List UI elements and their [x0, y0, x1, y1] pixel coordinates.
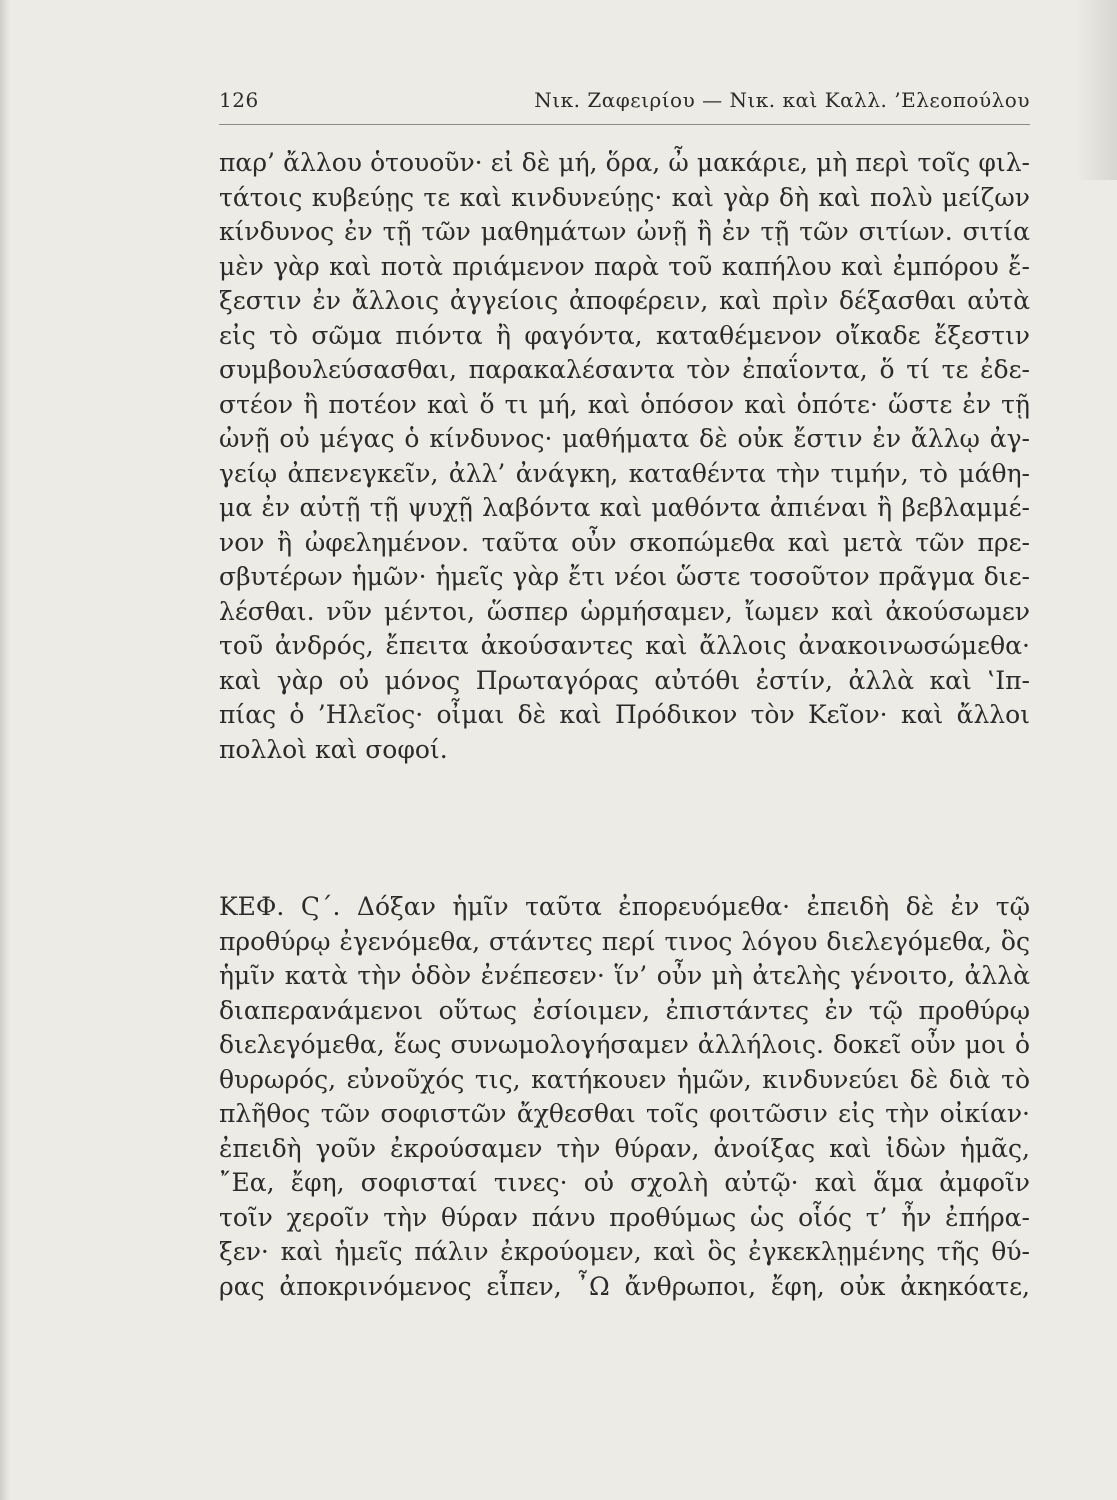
- text-line: καὶ γὰρ οὐ μόνος Πρωταγόρας αὐτόθι ἐστίν, ἀλλὰ καὶ ‛Ιπ-: [219, 665, 1030, 695]
- page-number: 126: [219, 88, 259, 112]
- text-line: πλῆθος τῶν σοφιστῶν ἄχθεσθαι τοῖς φοιτῶσιν εἰς τὴν οἰκίαν·: [219, 1099, 1030, 1128]
- header-rule: [219, 124, 1030, 125]
- text-line: ξεν· καὶ ἡμεῖς πάλιν ἐκρούομεν, καὶ ὃς ἐγκεκλῃμένης τῆς θύ-: [219, 1237, 1030, 1266]
- text-line: εἰς τὸ σῶμα πιόντα ἢ φαγόντα, καταθέμενον οἴκαδε ἔξεστιν: [219, 320, 1030, 350]
- text-line: διελεγόμεθα, ἕως συνωμολογήσαμεν ἀλλήλοις. δοκεῖ οὖν μοι ὁ: [219, 1030, 1030, 1059]
- text-line: τοῖν χεροῖν τὴν θύραν πάνυ προθύμως ὡς οἷός τ’ ἦν ἐπήρα-: [219, 1202, 1030, 1232]
- text-line: ἡμῖν κατὰ τὴν ὁδὸν ἐνέπεσεν· ἵν’ οὖν μὴ ἀτελὴς γένοιτο, ἀλλὰ: [219, 961, 1030, 990]
- text-line: σβυτέρων ἡμῶν· ἡμεῖς γὰρ ἔτι νέοι ὥστε τοσοῦτον πρᾶγμα διε-: [219, 562, 1030, 591]
- text-line: πολλοὶ καὶ σοφοί.: [219, 734, 448, 764]
- text-line: λέσθαι. νῦν μέντοι, ὥσπερ ὡρμήσαμεν, ἴωμεν καὶ ἀκούσωμεν: [219, 596, 1030, 626]
- text-line: μὲν γὰρ καὶ ποτὰ πριάμενον παρὰ τοῦ καπήλου καὶ ἐμπόρου ἔ-: [219, 251, 1030, 281]
- text-line: νον ἢ ὠφελημένον. ταῦτα οὖν σκοπώμεθα καὶ μετὰ τῶν πρε-: [219, 527, 1030, 557]
- text-line: διαπερανάμενοι οὕτως ἐσίοιμεν, ἐπιστάντες ἐν τῷ προθύρῳ: [219, 995, 1030, 1025]
- page-header: [219, 88, 1030, 118]
- text-line: ξεστιν ἐν ἄλλοις ἀγγείοις ἀποφέρειν, καὶ πρὶν δέξασθαι αὐτὰ: [219, 286, 1030, 315]
- page-edge-shadow: [0, 0, 10, 1500]
- text-line: πίας ὁ ’Ηλεῖος· οἶμαι δὲ καὶ Πρόδικον τὸν Κεῖον· καὶ ἄλλοι: [219, 700, 1030, 729]
- text-line: τοῦ ἀνδρός, ἔπειτα ἀκούσαντες καὶ ἄλλοις ἀνακοινωσώμεθα·: [219, 631, 1030, 660]
- text-line: παρ’ ἄλλου ὁτουοῦν· εἰ δὲ μή, ὅρα, ὦ μακάριε, μὴ περὶ τοῖς φιλ-: [219, 148, 1030, 177]
- paragraph-2: [219, 890, 1030, 1304]
- text-line: κίνδυνος ἐν τῇ τῶν μαθημάτων ὠνῇ ἢ ἐν τῇ τῶν σιτίων. σιτία: [219, 217, 1030, 246]
- text-line: τάτοις κυβεύῃς τε καὶ κινδυνεύῃς· καὶ γὰρ δὴ καὶ πολὺ μείζων: [219, 182, 1030, 212]
- text-line: συμβουλεύσασθαι, παρακαλέσαντα τὸν ἐπαΐοντα, ὅ τί τε ἐδε-: [219, 355, 1030, 384]
- chapter-heading-line: ΚΕΦ. Ϛ΄. Δόξαν ἡμῖν ταῦτα ἐπορευόμεθα· ἐπειδὴ δὲ ἐν τῷ: [219, 892, 1030, 921]
- paragraph-1: [219, 146, 1030, 767]
- corner-shadow: [1077, 0, 1117, 180]
- text-line: ὠνῇ οὐ μέγας ὁ κίνδυνος· μαθήματα δὲ οὐκ ἔστιν ἐν ἄλλῳ ἀγ-: [219, 424, 1030, 453]
- text-line: ῎Εα, ἔφη, σοφισταί τινες· οὐ σχολὴ αὐτῷ· καὶ ἅμα ἀμφοῖν: [219, 1168, 1030, 1197]
- running-head: Νικ. Ζαφειρίου — Νικ. καὶ Καλλ. ’Ελεοπούλου: [534, 88, 1030, 112]
- text-line: γείῳ ἀπενεγκεῖν, ἀλλ’ ἀνάγκη, καταθέντα τὴν τιμήν, τὸ μάθη-: [219, 458, 1030, 488]
- text-line: θυρωρός, εὐνοῦχός τις, κατήκουεν ἡμῶν, κινδυνεύει δὲ διὰ τὸ: [219, 1064, 1030, 1094]
- text-line: μα ἐν αὐτῇ τῇ ψυχῇ λαβόντα καὶ μαθόντα ἀπιέναι ἢ βεβλαμμέ-: [219, 493, 1030, 522]
- text-line: στέον ἢ ποτέον καὶ ὅ τι μή, καὶ ὁπόσον καὶ ὁπότε· ὥστε ἐν τῇ: [219, 389, 1030, 419]
- text-line: ρας ἀποκρινόμενος εἶπεν, ῏Ω ἄνθρωποι, ἔφη, οὐκ ἀκηκόατε,: [219, 1271, 1030, 1301]
- text-line: προθύρῳ ἐγενόμεθα, στάντες περί τινος λόγου διελεγόμεθα, ὃς: [219, 926, 1030, 956]
- text-line: ἐπειδὴ γοῦν ἐκρούσαμεν τὴν θύραν, ἀνοίξας καὶ ἰδὼν ἡμᾶς,: [219, 1133, 1030, 1163]
